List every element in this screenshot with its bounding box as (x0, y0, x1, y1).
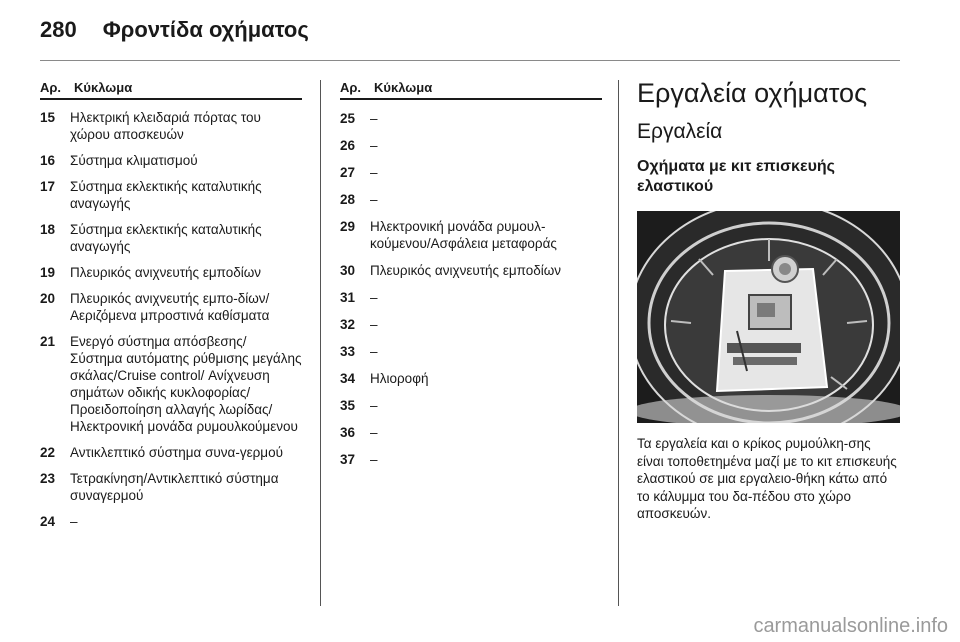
fuse-circuit: Σύστημα κλιματισμού (70, 153, 198, 168)
fuse-number: 23 (40, 471, 56, 486)
fuse-number: 28 (340, 192, 356, 207)
tools-section (637, 80, 900, 523)
table-row (340, 370, 602, 387)
table-row (340, 397, 602, 414)
fuse-circuit: – (370, 165, 378, 180)
header-no: Αρ. (40, 80, 62, 95)
fuse-circuit: – (370, 317, 378, 332)
fuse-number: 18 (40, 222, 56, 237)
table-row (40, 178, 302, 212)
fuse-circuit: – (370, 425, 378, 440)
table-row (40, 444, 302, 461)
fuse-number: 19 (40, 265, 56, 280)
fuse-number: 36 (340, 425, 356, 440)
table-row (40, 333, 302, 435)
fuse-number: 34 (340, 371, 356, 386)
table-row (340, 110, 602, 127)
section-subheading: Εργαλεία (637, 120, 723, 143)
column-divider (618, 80, 619, 606)
fuse-circuit: Πλευρικός ανιχνευτής εμποδίων (370, 263, 562, 278)
table-row (340, 289, 602, 306)
page-header (40, 14, 920, 46)
fuse-number: 30 (340, 263, 356, 278)
fuse-circuit: Ενεργό σύστημα απόσβεσης/ Σύστημα αυτόματης ρύθμισης μεγάλης σκάλας/Cruise control/ Ανίχνευση σημάτων οδικής κυκλοφορίας/Προειδοποίηση αλλαγής λωρίδας/Ηλεκτρονική μονάδα ρυμουλκούμενου (70, 334, 302, 434)
fuse-circuit: Σύστημα εκλεκτικής καταλυτικής αναγωγής (70, 179, 262, 211)
fuse-circuit: – (370, 192, 378, 207)
fuse-number: 32 (340, 317, 356, 332)
table-row (340, 316, 602, 333)
fuse-circuit: – (370, 111, 378, 126)
table-header (40, 80, 302, 100)
header-no: Αρ. (340, 80, 362, 95)
fuse-circuit: Ηλεκτρονική μονάδα ρυμουλ-κούμενου/Ασφάλεια μεταφοράς (370, 219, 557, 251)
tool-kit-image (637, 211, 900, 423)
fuse-number: 22 (40, 445, 56, 460)
fuse-number: 15 (40, 110, 56, 125)
section-body: Τα εργαλεία και ο κρίκος ρυμούλκη-σης είναι τοποθετημένα μαζί με το κιτ επισκευής ελαστικού σε μια εργαλειο-θήκη κάτω από το κάλυμμα του δα-πέδου στο χώρο αποσκευών. (637, 436, 897, 521)
fuse-table-right (340, 80, 602, 468)
page-title: Φροντίδα οχήματος (102, 17, 309, 42)
table-row (40, 221, 302, 255)
table-row (340, 218, 602, 252)
fuse-number: 17 (40, 179, 56, 194)
fuse-circuit: Αντικλεπτικό σύστημα συνα-γερμού (70, 445, 283, 460)
fuse-circuit: – (370, 344, 378, 359)
column-divider (320, 80, 321, 606)
fuse-number: 29 (340, 219, 356, 234)
table-row (40, 264, 302, 281)
fuse-number: 35 (340, 398, 356, 413)
fuse-number: 31 (340, 290, 356, 305)
page-number: 280 (40, 17, 77, 42)
fuse-circuit: Σύστημα εκλεκτικής καταλυτικής αναγωγής (70, 222, 262, 254)
table-row (340, 164, 602, 181)
table-row (40, 152, 302, 169)
header-circuit: Κύκλωμα (374, 80, 433, 95)
fuse-number: 25 (340, 111, 356, 126)
table-row (340, 262, 602, 279)
table-header (340, 80, 602, 100)
table-row (40, 513, 302, 530)
table-row (340, 137, 602, 154)
table-row (340, 191, 602, 208)
fuse-circuit: Πλευρικός ανιχνευτής εμπο-δίων/Αεριζόμενα μπροστινά καθίσματα (70, 291, 270, 323)
table-row (340, 343, 602, 360)
fuse-circuit: – (370, 398, 378, 413)
tool-kit-illustration (637, 211, 900, 423)
fuse-circuit: – (370, 138, 378, 153)
fuse-circuit: – (370, 290, 378, 305)
fuse-number: 37 (340, 452, 356, 467)
table-row (340, 424, 602, 441)
fuse-circuit: Τετρακίνηση/Αντικλεπτικό σύστημα συναγερμού (70, 471, 279, 503)
section-subsubheading: Οχήματα με κιτ επισκευής ελαστικού (637, 158, 835, 195)
fuse-circuit: Πλευρικός ανιχνευτής εμποδίων (70, 265, 262, 280)
table-row (40, 290, 302, 324)
table-row (340, 451, 602, 468)
fuse-number: 26 (340, 138, 356, 153)
fuse-circuit: Ηλεκτρική κλειδαριά πόρτας του χώρου αποσκευών (70, 110, 261, 142)
fuse-circuit: Ηλιοροφή (370, 371, 429, 386)
watermark: carmanualsonline.info (753, 615, 948, 637)
table-row (40, 109, 302, 143)
fuse-number: 24 (40, 514, 56, 529)
fuse-circuit: – (70, 514, 78, 529)
fuse-number: 33 (340, 344, 356, 359)
fuse-number: 20 (40, 291, 56, 306)
table-row (40, 470, 302, 504)
fuse-number: 21 (40, 334, 56, 349)
fuse-number: 16 (40, 153, 56, 168)
fuse-circuit: – (370, 452, 378, 467)
header-circuit: Κύκλωμα (74, 80, 133, 95)
header-divider (40, 60, 900, 61)
fuse-table-left (40, 80, 302, 530)
section-heading: Εργαλεία οχήματος (637, 78, 868, 108)
fuse-number: 27 (340, 165, 356, 180)
